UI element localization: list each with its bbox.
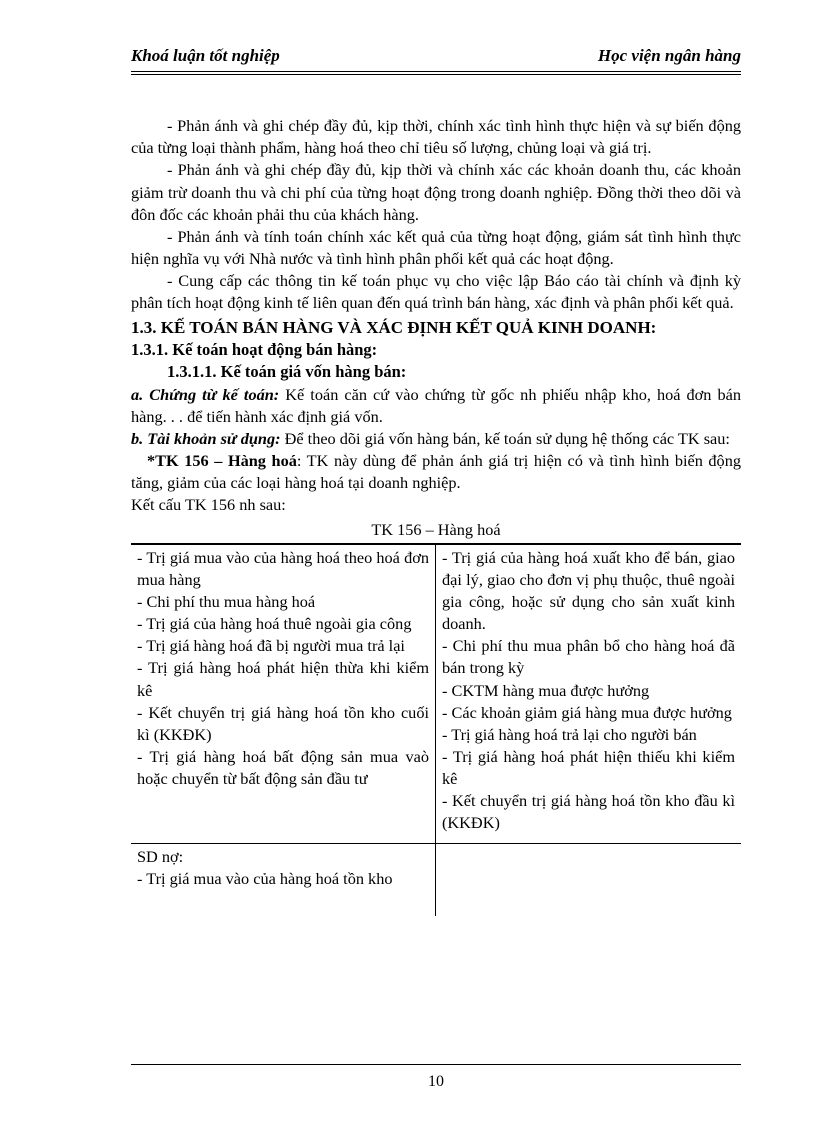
credit-item: - Trị giá của hàng hoá xuất kho để bán, giao đại lý, giao cho đơn vị phụ thuộc, thuê ngoài gia công, hoặc sử dụng cho sản xuất kinh doanh. xyxy=(442,547,735,634)
page-footer xyxy=(131,1064,741,1093)
section-a-lead: a. Chứng từ kế toán: xyxy=(131,384,280,404)
debit-item: - Trị giá hàng hoá bất động sản mua vaò hoặc chuyển từ bất động sản đầu tư xyxy=(137,747,429,789)
footer-divider xyxy=(131,1064,741,1065)
t-account-table xyxy=(131,543,741,916)
credit-item: - Chi phí thu mua phân bổ cho hàng hoá đã bán trong kỳ xyxy=(442,636,735,678)
debit-item: - Trị giá của hàng hoá thuê ngoài gia công xyxy=(137,614,412,634)
heading-1-3: 1.3. KẾ TOÁN BÁN HÀNG VÀ XÁC ĐỊNH KẾT QUẢ KINH DOANH: xyxy=(131,317,657,337)
page-number: 10 xyxy=(428,1073,444,1091)
heading-1-3-1: 1.3.1. Kế toán hoạt động bán hàng: xyxy=(131,339,378,359)
structure-line: Kết cấu TK 156 nh sau: xyxy=(131,495,286,515)
section-b-lead: b. Tài khoản sử dụng: xyxy=(131,428,281,448)
credit-item: - Trị giá hàng hoá trả lại cho người bán xyxy=(442,724,697,744)
debit-item: - Chi phí thu mua hàng hoá xyxy=(137,591,316,611)
debit-item: - Trị giá mua vào của hàng hoá theo hoá đơn mua hàng xyxy=(137,547,429,589)
section-a-paragraph xyxy=(131,384,741,428)
t-account-balance-row xyxy=(131,843,741,916)
balance-item: - Trị giá mua vào của hàng hoá tồn kho xyxy=(137,868,393,888)
paragraph: - Phản ánh và tính toán chính xác kết quả của từng hoạt động, giám sát tình hình thực hiện nghĩa vụ với Nhà nước và tình hình phân phối kết quả các hoạt động. xyxy=(131,226,741,269)
tk156-paragraph xyxy=(131,450,741,494)
header-left-title: Khoá luận tốt nghiệp xyxy=(131,46,280,65)
credit-item: - Kết chuyển trị giá hàng hoá tồn kho đầu kì (KKĐK) xyxy=(442,791,735,833)
paragraph: - Cung cấp các thông tin kế toán phục vụ cho việc lập Báo cáo tài chính và định kỳ phân tích hoạt động kinh tế liên quan đến quá trình bán hàng, xác định và phân phối kết quả. xyxy=(131,271,741,313)
debit-column xyxy=(131,545,436,843)
tk156-lead: *TK 156 – Hàng hoá xyxy=(147,450,297,470)
header-right-title: Học viện ngân hàng xyxy=(597,46,741,65)
balance-cell xyxy=(131,844,436,916)
paragraph: - Phản ánh và ghi chép đầy đủ, kịp thời và chính xác các khoản doanh thu, các khoản giảm trừ doanh thu và chi phí của từng hoạt động trong doanh nghiệp. Đồng thời theo dõi và đôn đốc các khoản phải thu của khách hàng. xyxy=(131,160,741,224)
page-header xyxy=(131,44,741,75)
section-b-text: Để theo dõi giá vốn hàng bán, kế toán sử dụng hệ thống các TK sau: xyxy=(280,428,730,448)
balance-label: SD nợ: xyxy=(137,846,184,866)
paragraph: - Phản ánh và ghi chép đầy đủ, kịp thời, chính xác tình hình thực hiện và sự biến động của từng loại thành phẩm, hàng hoá theo chỉ tiêu số lượng, chủng loại và giá trị. xyxy=(131,116,741,158)
tk156-text: : TK này dùng để phản ánh giá trị hiện có và tình hình biến động tăng, giảm của các loại hàng hoá tại doanh nghiệp. xyxy=(131,450,741,493)
t-account-title: TK 156 – Hàng hoá xyxy=(371,520,501,540)
credit-item: - Trị giá hàng hoá phát hiện thiếu khi kiểm kê xyxy=(442,747,735,789)
heading-1-3-1-1: 1.3.1.1. Kế toán giá vốn hàng bán: xyxy=(167,362,407,382)
debit-item: - Trị giá hàng hoá đã bị người mua trả lại xyxy=(137,636,405,656)
balance-cell-empty xyxy=(436,844,741,916)
credit-item: - Các khoản giảm giá hàng mua được hưởng xyxy=(442,702,732,722)
document-body xyxy=(131,115,741,916)
credit-item: - CKTM hàng mua được hưởng xyxy=(442,680,650,700)
section-b-paragraph xyxy=(131,428,741,450)
debit-item: - Trị giá hàng hoá phát hiện thừa khi kiểm kê xyxy=(137,658,429,700)
debit-item: - Kết chuyển trị giá hàng hoá tồn kho cuối kì (KKĐK) xyxy=(137,702,429,744)
credit-column xyxy=(436,545,741,843)
section-a-text: Kế toán căn cứ vào chứng từ gốc nh phiếu nhập kho, hoá đơn bán hàng. . . để tiến hành xác định giá vốn. xyxy=(131,384,741,426)
t-account-main-row xyxy=(131,545,741,843)
intro-paragraphs xyxy=(131,115,741,314)
